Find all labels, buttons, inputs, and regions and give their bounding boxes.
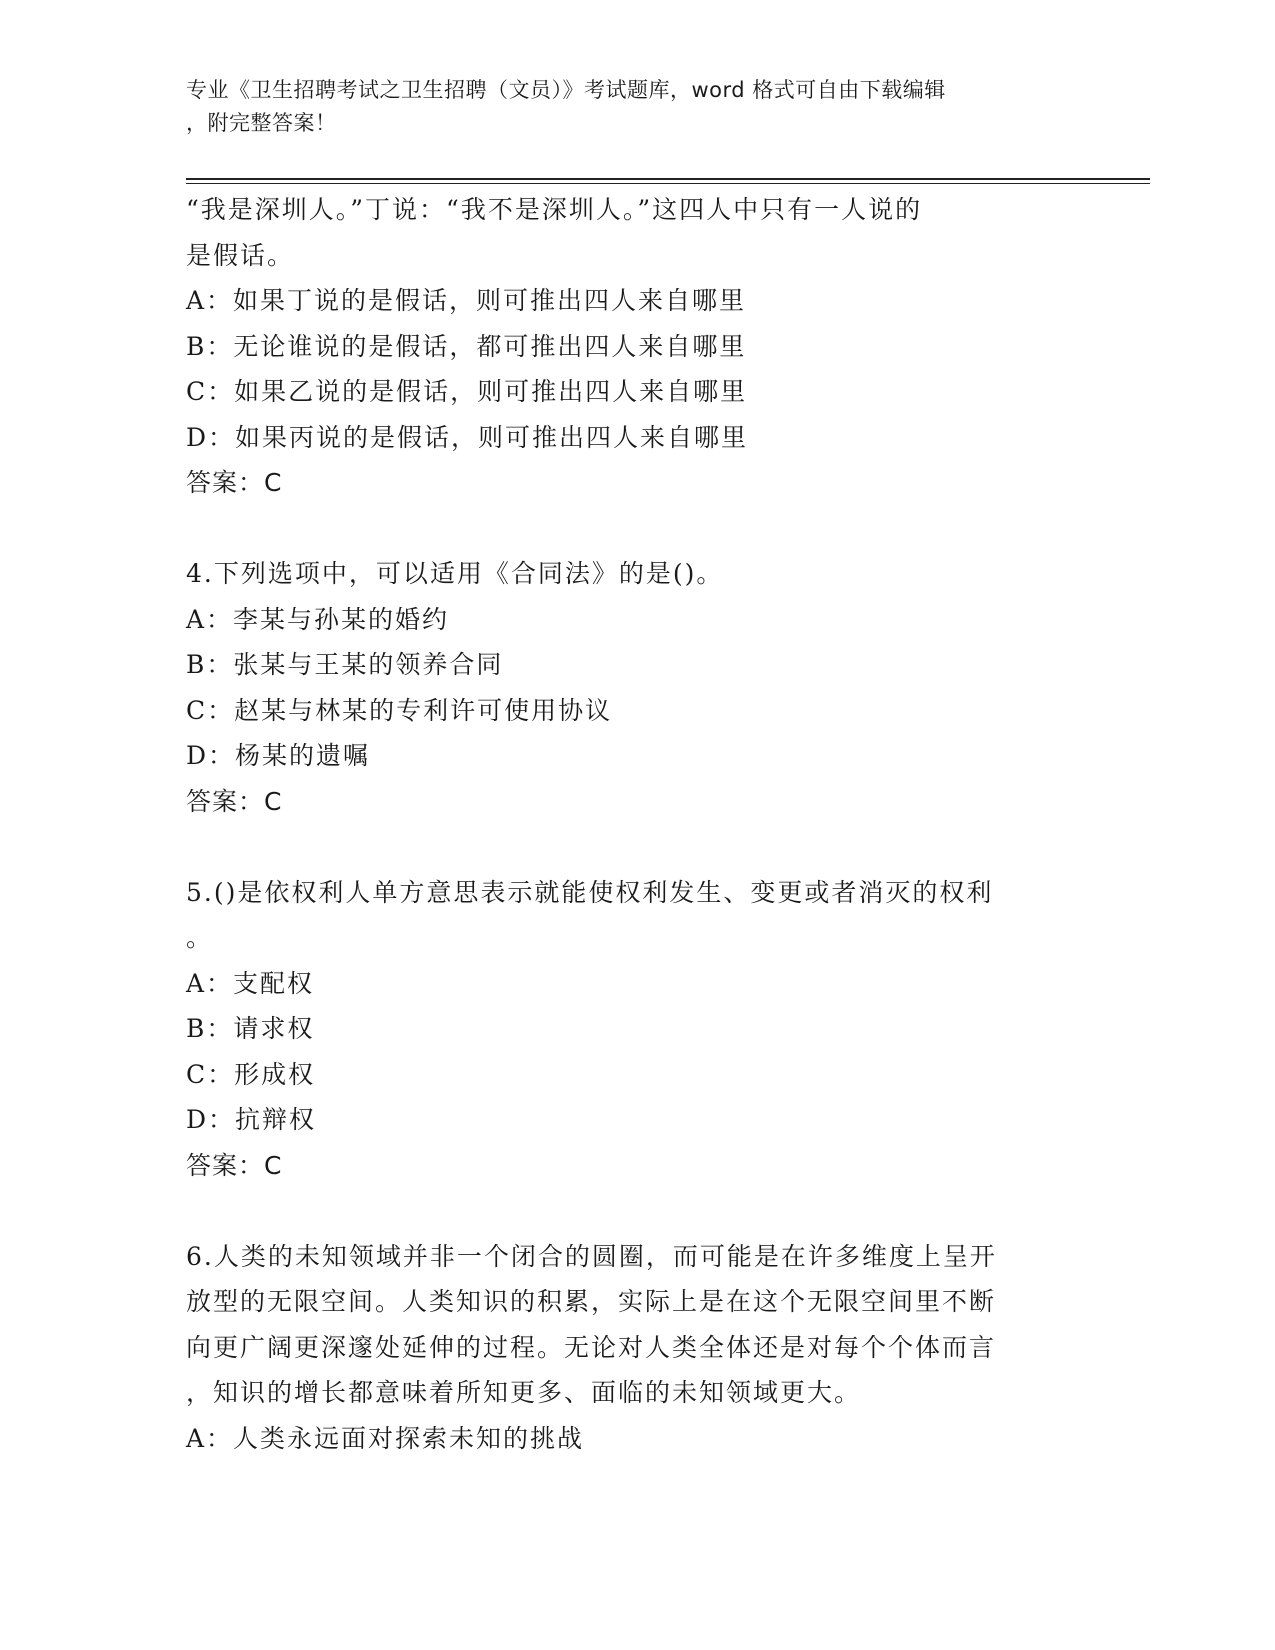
option-a: A：如果丁说的是假话，则可推出四人来自哪里 — [186, 286, 747, 315]
option-a: A：人类永远面对探索未知的挑战 — [186, 1423, 585, 1453]
option-d: D：如果丙说的是假话，则可推出四人来自哪里 — [186, 422, 749, 452]
spacer — [186, 506, 1066, 552]
option-a: A：支配权 — [186, 968, 315, 998]
spacer — [186, 824, 1066, 870]
question-stem-line: 向更广阔更深邃处延伸的过程。无论对人类全体还是对每个个体而言 — [186, 1332, 997, 1362]
question-6 — [186, 1234, 1066, 1462]
option-b: B：请求权 — [186, 1014, 315, 1043]
header-line-1: 专业《卫生招聘考试之卫生招聘（文员）》考试题库，word 格式可自由下载编辑 — [186, 78, 946, 102]
option-c: C：赵某与林某的专利许可使用协议 — [186, 695, 613, 725]
question-stem-line: 。 — [186, 923, 214, 952]
answer-line: 答案：C — [186, 786, 283, 816]
option-a: A：李某与孙某的婚约 — [186, 604, 450, 634]
option-c: C：形成权 — [186, 1059, 316, 1089]
document-body — [186, 187, 1066, 1461]
question-stem: 4.下列选项中，可以适用《合同法》的是()。 — [186, 559, 724, 588]
document-header — [186, 74, 1066, 140]
question-stem-line: 5.()是依权利人单方意思表示就能使权利发生、变更或者消灭的权利 — [186, 877, 994, 907]
question-stem-line: ，知识的增长都意味着所知更多、面临的未知领域更大。 — [186, 1378, 862, 1407]
question-3 — [186, 187, 1066, 506]
option-c: C：如果乙说的是假话，则可推出四人来自哪里 — [186, 377, 748, 406]
question-4 — [186, 551, 1066, 824]
question-stem-line: “我是深圳人。”丁说：“我不是深圳人。”这四人中只有一人说的 — [186, 195, 923, 224]
question-stem-line: 是假话。 — [186, 240, 295, 270]
header-rule-thick — [186, 178, 1150, 180]
option-b: B：无论谁说的是假话，都可推出四人来自哪里 — [186, 331, 747, 361]
option-d: D：杨某的遗嘱 — [186, 741, 371, 770]
option-b: B：张某与王某的领养合同 — [186, 650, 504, 679]
option-d: D：抗辩权 — [186, 1105, 317, 1134]
answer-line: 答案：C — [186, 468, 283, 497]
header-rule-thin — [186, 183, 1150, 184]
question-stem-line: 放型的无限空间。人类知识的积累，实际上是在这个无限空间里不断 — [186, 1287, 997, 1316]
question-stem-line: 6.人类的未知领域并非一个闭合的圆圈，而可能是在许多维度上呈开 — [186, 1241, 997, 1271]
header-line-2: ，附完整答案！ — [186, 111, 337, 135]
spacer — [186, 1188, 1066, 1234]
answer-line: 答案：C — [186, 1150, 283, 1180]
question-5 — [186, 870, 1066, 1189]
